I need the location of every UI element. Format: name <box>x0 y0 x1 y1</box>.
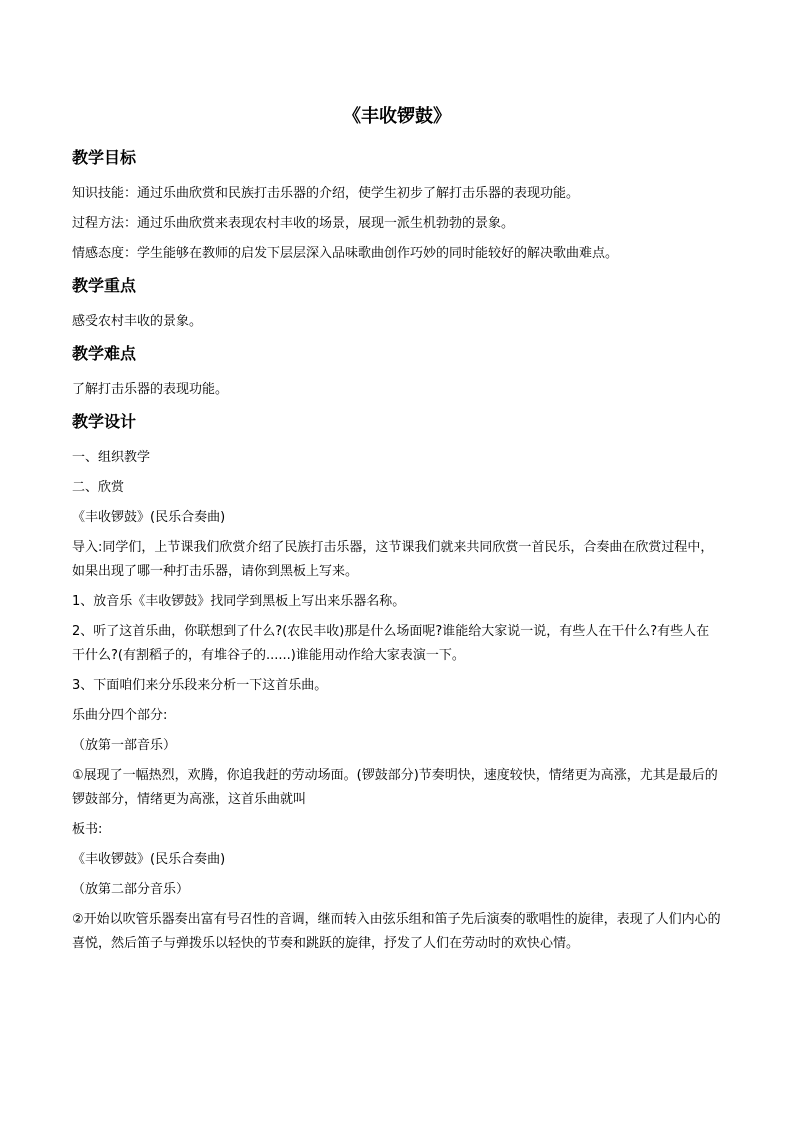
design-paragraph: 3、下面咱们来分乐段来分析一下这首乐曲。 <box>72 678 328 693</box>
design-paragraph: 《丰收锣鼓》(民乐合奏曲) <box>72 510 226 525</box>
design-paragraph: 2、听了这首乐曲，你联想到了什么?(农民丰收)那是什么场面呢?谁能给大家说一说，有些人在干什么?有些人在干什么?(有割稻子的，有堆谷子的......)谁能用动作给大家表演一下。 <box>72 624 710 663</box>
design-paragraph: 板书: <box>72 822 103 837</box>
design-paragraph: （放第二部分音乐） <box>72 882 190 897</box>
design-paragraph: 二、欣赏 <box>72 480 125 495</box>
design-paragraph: 乐曲分四个部分: <box>72 708 168 723</box>
design-paragraph: （放第一部音乐） <box>72 738 177 753</box>
key-points-text: 感受农村丰收的景象。 <box>72 314 203 329</box>
design-paragraph: ②开始以吹管乐器奏出富有号召性的音调，继而转入由弦乐组和笛子先后演奏的歌唱性的旋律，表现了人们内心的喜悦，然后笛子与弹拨乐以轻快的节奏和跳跃的旋律，抒发了人们在劳动时的欢快心情。 <box>72 912 721 951</box>
objective-process: 过程方法：通过乐曲欣赏来表现农村丰收的场景，展现一派生机勃勃的景象。 <box>72 216 515 231</box>
section-heading-design: 教学设计 <box>72 412 137 431</box>
design-paragraph: ①展现了一幅热烈，欢腾，你追我赶的劳动场面。(锣鼓部分)节奏明快，速度较快，情绪更为高涨，尤其是最后的锣鼓部分，情绪更为高涨，这首乐曲就叫 <box>72 768 718 807</box>
objective-knowledge: 知识技能：通过乐曲欣赏和民族打击乐器的介绍，使学生初步了解打击乐器的表现功能。 <box>72 186 580 201</box>
section-heading-difficulties: 教学难点 <box>72 344 137 363</box>
design-paragraph: 导入:同学们，上节课我们欣赏介绍了民族打击乐器，这节课我们就来共同欣赏一首民乐，合奏曲在欣赏过程中，如果出现了哪一种打击乐器，请你到黑板上写来。 <box>72 540 714 579</box>
design-paragraph: 《丰收锣鼓》(民乐合奏曲) <box>72 852 226 867</box>
difficulties-text: 了解打击乐器的表现功能。 <box>72 382 229 397</box>
objective-emotion: 情感态度：学生能够在教师的启发下层层深入品味歌曲创作巧妙的同时能较好的解决歌曲难点。 <box>72 246 619 261</box>
document-title: 《丰收锣鼓》 <box>343 106 451 127</box>
section-heading-key-points: 教学重点 <box>72 276 137 295</box>
design-paragraph: 一、组织教学 <box>72 450 151 465</box>
section-heading-objectives: 教学目标 <box>72 148 137 167</box>
design-paragraph: 1、放音乐《丰收锣鼓》找同学到黑板上写出来乐器名称。 <box>72 594 406 609</box>
